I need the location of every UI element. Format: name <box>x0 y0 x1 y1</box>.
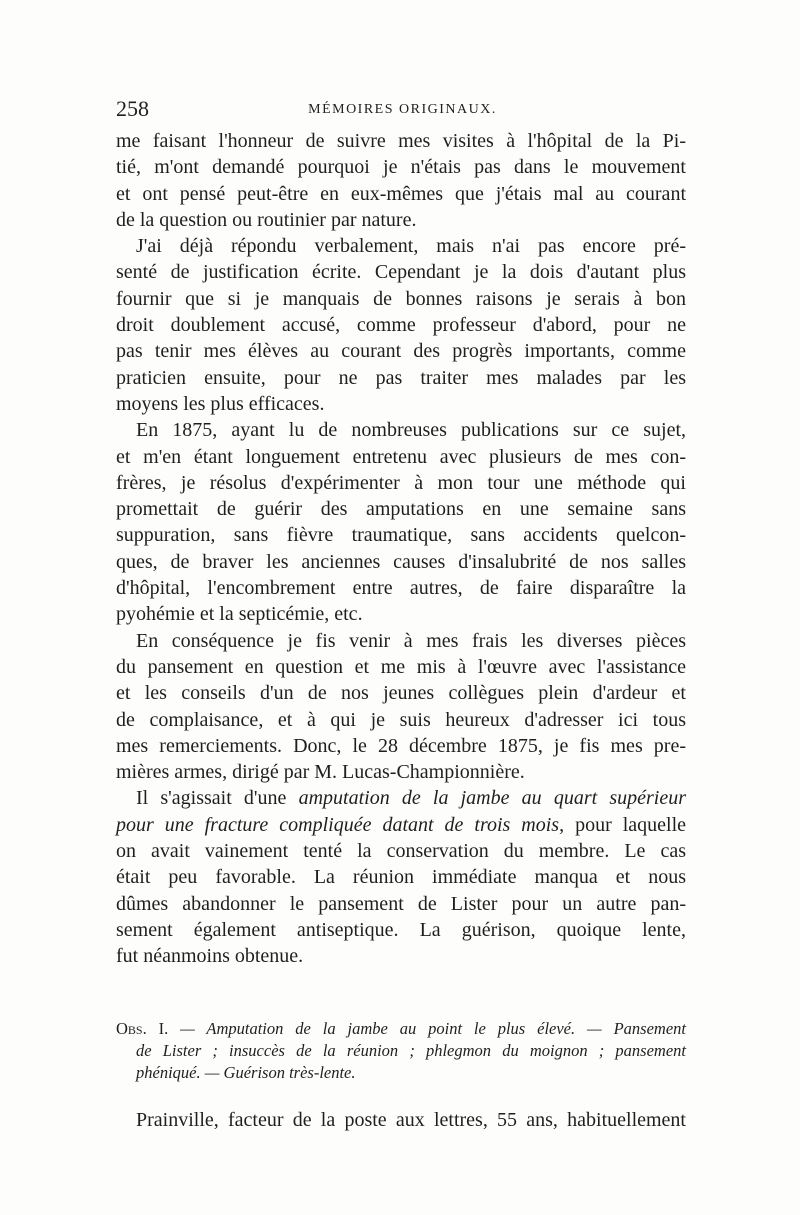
text-run: pour laquelle <box>564 813 687 836</box>
observation-line: phéniqué. — Guérison très-lente. <box>136 1063 356 1082</box>
paragraph-5 <box>116 785 686 969</box>
text-line: et les conseils d'un de nos jeunes collègues plein d'ardeur et <box>116 682 686 705</box>
text-line <box>116 785 686 811</box>
paragraph-2 <box>116 233 686 417</box>
text-line: me faisant l'honneur de suivre mes visites à l'hôpital de la Pi- <box>116 130 686 152</box>
text-line: J'ai déjà répondu verbalement, mais n'ai pas encore pré- <box>136 235 686 258</box>
observation-heading <box>116 1018 686 1084</box>
text-line <box>116 812 686 838</box>
italic-run: — Amputation de la jambe au point le plus élevé. — Pansement <box>168 1019 686 1038</box>
text-line: et ont pensé peut-être en eux-mêmes que j'étais mal au courant <box>116 182 686 205</box>
text-line: du pansement en question et me mis à l'œuvre avec l'assistance <box>116 655 686 678</box>
text-line: ques, de braver les anciennes causes d'insalubrité de nos salles <box>116 550 686 573</box>
text-line: on avait vainement tenté la conservation du membre. Le cas <box>116 840 686 863</box>
text-line: senté de justification écrite. Cependant je la dois d'autant plus <box>116 261 686 284</box>
text-line: praticien ensuite, pour ne pas traiter mes malades par les <box>116 366 686 389</box>
text-line: Prainville, facteur de la poste aux lettres, 55 ans, habituellement <box>136 1109 686 1131</box>
text-line: promettait de guérir des amputations en une semaine sans <box>116 498 686 521</box>
body-text <box>116 128 686 970</box>
paragraph-1 <box>116 128 686 233</box>
italic-run: amputation de la jambe au quart supérieur <box>298 787 686 810</box>
italic-run: pour une fracture compliquée datant de trois mois, <box>116 813 565 836</box>
text-run: Il s'agissait d'une <box>136 787 299 810</box>
text-line: et m'en étant longuement entretenu avec plusieurs de mes con- <box>116 445 686 468</box>
text-line: En conséquence je fis venir à mes frais les diverses pièces <box>136 629 686 652</box>
observation-label: Obs. I. <box>116 1019 169 1038</box>
text-line: d'hôpital, l'encombrement entre autres, de faire disparaître la <box>116 577 686 600</box>
page-header <box>116 96 689 126</box>
text-line: fournir que si je manquais de bonnes raisons je serais à bon <box>116 287 686 310</box>
final-paragraph <box>116 1107 686 1133</box>
text-line: tié, m'ont demandé pourquoi je n'étais pas dans le mouvement <box>116 156 686 179</box>
text-line: droit doublement accusé, comme professeur d'abord, pour ne <box>116 314 686 337</box>
text-line: mières armes, dirigé par M. Lucas-Championnière. <box>116 761 525 784</box>
text-line: de la question ou routinier par nature. <box>116 208 417 231</box>
paragraph-4 <box>116 628 686 786</box>
text-line: pyohémie et la septicémie, etc. <box>116 603 363 626</box>
text-line: était peu favorable. La réunion immédiate manqua et nous <box>116 866 686 889</box>
page-number: 258 <box>116 96 149 121</box>
running-head: MÉMOIRES ORIGINAUX. <box>308 102 497 117</box>
text-line: pas tenir mes élèves au courant des progrès importants, comme <box>116 340 686 363</box>
text-line: sement également antiseptique. La guérison, quoique lente, <box>116 918 686 941</box>
text-line: fut néanmoins obtenue. <box>116 945 304 968</box>
text-line: moyens les plus efficaces. <box>116 392 325 415</box>
observation-line <box>116 1018 686 1040</box>
text-line: suppuration, sans fièvre traumatique, sans accidents quelcon- <box>116 524 686 547</box>
text-line: mes remerciements. Donc, le 28 décembre 1875, je fis mes pre- <box>116 734 686 757</box>
text-line: de complaisance, et à qui je suis heureux d'adresser ici tous <box>116 708 686 731</box>
paragraph-3 <box>116 417 686 627</box>
text-line: En 1875, ayant lu de nombreuses publications sur ce sujet, <box>136 419 686 442</box>
text-line: frères, je résolus d'expérimenter à mon tour une méthode qui <box>116 471 686 494</box>
observation-line: de Lister ; insuccès de la réunion ; phlegmon du moignon ; pansement <box>136 1041 686 1060</box>
text-line: dûmes abandonner le pansement de Lister pour un autre pan- <box>116 892 686 915</box>
